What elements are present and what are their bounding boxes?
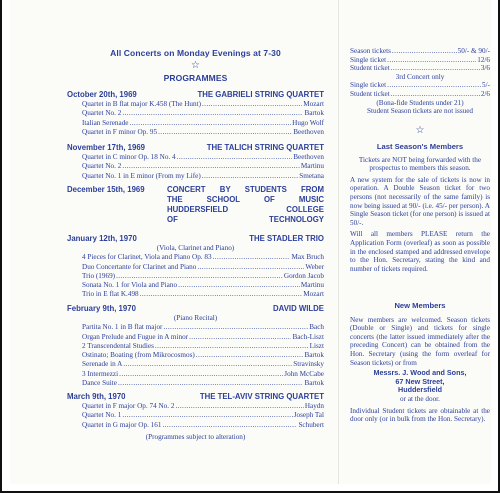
event-date: January 12th, 1970	[67, 234, 137, 243]
programme-item: Italian Serenade ..... Hugo Wolf	[67, 119, 324, 128]
event-november	[67, 143, 324, 181]
programme-item: Quartet No. 2 ..... Martinu	[67, 162, 324, 171]
last-season-para: A new system for the sale of tickets is now in operation. A Double Season ticket for two persons (not necessarily of the same family) is now being issued at 90/- (i.e. 45/- per person). A Single Season ticket (for one person) is issued at 50/-.	[350, 175, 490, 227]
address-line: Messrs. J. Wood and Sons,	[373, 368, 467, 378]
price-row: Season tickets ..... 50/- & 90/-	[350, 47, 490, 56]
programme-item: Quartet in B flat major K.458 (The Hunt) ..... Mozart	[67, 100, 324, 109]
event-date: December 15th, 1969	[67, 185, 145, 194]
event-date: March 9th, 1970	[67, 392, 126, 401]
programme-item: Quartet in G major Op. 161 ..... Schubert	[67, 421, 324, 430]
programme-item: Sonata No. 1 for Viola and Piano ..... Martinu	[67, 281, 324, 290]
price-row: Single ticket ..... 5/-	[350, 81, 490, 90]
programme-item: Trio in E flat K.498 ..... Mozart	[67, 290, 324, 299]
programme-item: Quartet No. 1 ..... Joseph Tal	[67, 411, 324, 420]
programme-item: Duo Concertante for Clarinet and Piano ..... Weber	[67, 263, 324, 272]
event-february	[67, 304, 324, 388]
programme-item: Dance Suite ..... Bartok	[67, 379, 324, 388]
event-december	[67, 185, 324, 229]
event-performer: THE STADLER TRIO	[249, 234, 324, 243]
fold-line	[338, 0, 339, 484]
or-at-door: or at the door.	[400, 394, 440, 403]
programme-item: Ostinato; Boating (from Mikrocosmos) ..... Bartok	[67, 351, 324, 360]
event-subtitle: (Viola, Clarinet and Piano)	[156, 244, 235, 252]
programme-item: Trio (1969) ..... Gordon Jacob	[67, 272, 324, 281]
event-march	[67, 392, 324, 430]
bona-fide-note: (Bona-fide Students under 21)	[376, 98, 464, 107]
event-subtitle: (Piano Recital)	[173, 314, 218, 322]
event-performer: THE GABRIELI STRING QUARTET	[197, 90, 324, 99]
event-date: November 17th, 1969	[67, 143, 146, 152]
programmes-footnote: (Programmes subject to alteration)	[145, 433, 246, 441]
programme-item: Quartet in F minor Op. 95 ..... Beethoven	[67, 128, 324, 137]
third-concert-note: 3rd Concert only	[395, 72, 445, 81]
new-members-section	[350, 302, 490, 424]
concert-time-header: All Concerts on Monday Evenings at 7-30	[110, 48, 281, 58]
programme-item: Quartet in F major Op. 74 No. 2 ..... Haydn	[67, 402, 324, 411]
price-row: Student ticket ..... 2/6	[350, 90, 490, 99]
price-row: Single ticket ..... 12/6	[350, 56, 490, 65]
programme-item: Quartet No. 1 in E minor (From my Life) ..... Smetana	[67, 172, 324, 181]
programme-item: 4 Pieces for Clarinet, Viola and Piano Op. 83 ..... Max Bruch	[67, 253, 324, 262]
event-date: October 20th, 1969	[67, 90, 137, 99]
programme-item: 2 Transcendental Studies ..... Liszt	[67, 342, 324, 351]
event-performer: THE TALICH STRING QUARTET	[206, 143, 324, 152]
event-performer: THE TEL-AVIV STRING QUARTET	[199, 392, 324, 401]
event-date: February 9th, 1970	[67, 304, 136, 313]
programme-item: Partita No. 1 in B flat major ..... Bach	[67, 323, 324, 332]
programmes-title: PROGRAMMES	[163, 73, 228, 83]
programme-item: Organ Prelude and Fugue in A minor ..... Bach-Liszt	[67, 333, 324, 342]
new-members-para: Individual Student tickets are obtainable at the door only (or in bulk from the Hon. Secretary).	[350, 406, 490, 424]
address-line: 67 New Street,	[395, 376, 445, 386]
star-icon: ☆	[191, 60, 200, 71]
address-line: Huddersfield	[398, 385, 442, 395]
programme-item: 3 Intermezzi ..... John McCabe	[67, 370, 324, 379]
ticket-prices	[350, 47, 490, 116]
event-performer: CONCERT BY STUDENTS FROM THE SCHOOL OF MUSIC HUDDERSFIELD COLLEGE OF TECHNOLOGY	[167, 185, 324, 224]
programme-item: Quartet in C minor Op. 18 No. 4 ..... Beethoven	[67, 153, 324, 162]
new-members-title: New Members	[394, 301, 446, 310]
student-season-note: Student Season tickets are not issued	[367, 107, 473, 116]
new-members-para: New members are welcomed. Season tickets (Double or Single) and tickets for single concerts (the latter issued immediately after the preceding Concert) can be obtained from the Hon. Secretary (using the form overleaf for Season tickets) or from	[350, 315, 490, 367]
price-row: Student ticket ..... 3/6	[350, 64, 490, 73]
event-october	[67, 90, 324, 137]
last-season-title: Last Season's Members	[376, 142, 464, 151]
last-season-para: Tickets are NOT being forwarded with the prospectus to members this season.	[358, 155, 482, 173]
star-icon: ☆	[415, 125, 425, 136]
leaflet-page	[10, 0, 491, 484]
programme-item: Serenade in A ..... Stravinsky	[67, 360, 324, 369]
event-performer: DAVID WILDE	[273, 304, 324, 313]
last-season-section	[350, 143, 490, 273]
event-january	[67, 234, 324, 300]
last-season-para: Will all members PLEASE return the Application Form (overleaf) as soon as possible in the enclosed stamped and addressed envelope to the Hon. Secretary, stating the kind and number of tickets required.	[350, 230, 490, 273]
programme-item: Quartet No. 2 ..... Bartok	[67, 109, 324, 118]
